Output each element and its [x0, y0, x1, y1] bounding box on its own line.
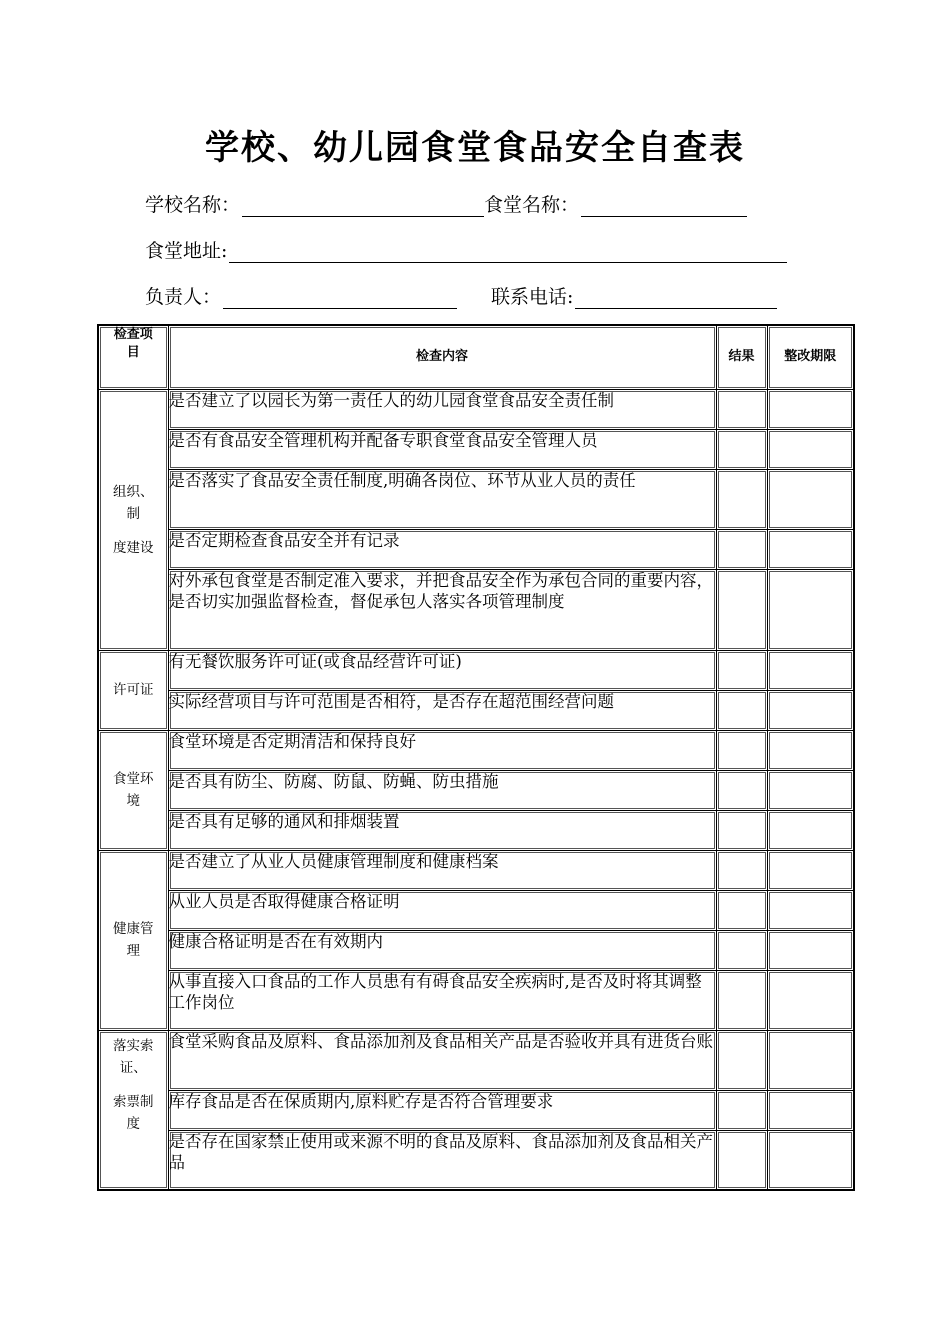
responsible-label: 负责人：: [145, 286, 222, 308]
table-row: [98, 389, 854, 429]
canteen-address-label: 食堂地址:: [145, 240, 228, 262]
deadline-cell[interactable]: [767, 770, 854, 810]
phone-label: 联系电话:: [491, 286, 574, 308]
category-cell: 许可证: [98, 650, 168, 730]
deadline-cell[interactable]: [767, 690, 854, 730]
result-cell[interactable]: [716, 1130, 767, 1190]
address-row: [145, 236, 787, 263]
table-row: [98, 730, 854, 770]
check-item: 有无餐饮服务许可证(或食品经营许可证): [168, 650, 716, 690]
check-item: 是否具有防尘、防腐、防鼠、防蝇、防虫措施: [168, 770, 716, 810]
checklist-table: [97, 324, 855, 1191]
table-row: [98, 930, 854, 970]
check-item: 从事直接入口食品的工作人员患有有碍食品安全疾病时,是否及时将其调整工作岗位: [168, 970, 716, 1030]
result-cell[interactable]: [716, 810, 767, 850]
result-cell[interactable]: [716, 770, 767, 810]
result-cell[interactable]: [716, 429, 767, 469]
deadline-cell[interactable]: [767, 810, 854, 850]
deadline-cell[interactable]: [767, 1030, 854, 1090]
responsible-blank[interactable]: [223, 288, 457, 309]
deadline-cell[interactable]: [767, 389, 854, 429]
table-row: [98, 970, 854, 1030]
result-cell[interactable]: [716, 650, 767, 690]
result-cell[interactable]: [716, 1030, 767, 1090]
school-info-row: [145, 190, 747, 217]
deadline-cell[interactable]: [767, 970, 854, 1030]
deadline-cell[interactable]: [767, 469, 854, 529]
result-cell[interactable]: [716, 389, 767, 429]
result-cell[interactable]: [716, 890, 767, 930]
deadline-cell[interactable]: [767, 930, 854, 970]
school-name-label: 学校名称：: [145, 194, 241, 216]
result-cell[interactable]: [716, 690, 767, 730]
category-cell: 落实索 证、 索票制 度: [98, 1030, 168, 1190]
category-cell: 健康管 理: [98, 850, 168, 1030]
check-item: 是否落实了食品安全责任制度,明确各岗位、环节从业人员的责任: [168, 469, 716, 529]
check-item: 是否建立了以园长为第一责任人的幼儿园食堂食品安全责任制: [168, 389, 716, 429]
table-row: [98, 529, 854, 569]
header-result: 结果: [716, 325, 767, 389]
header-category: 检查项目: [98, 325, 168, 389]
deadline-cell[interactable]: [767, 1090, 854, 1130]
deadline-cell[interactable]: [767, 650, 854, 690]
header-deadline: 整改期限: [767, 325, 854, 389]
table-row: [98, 1090, 854, 1130]
table-row: [98, 1130, 854, 1190]
check-item: 库存食品是否在保质期内,原料贮存是否符合管理要求: [168, 1090, 716, 1130]
result-cell[interactable]: [716, 930, 767, 970]
table-row: [98, 850, 854, 890]
check-item: 从业人员是否取得健康合格证明: [168, 890, 716, 930]
check-item: 健康合格证明是否在有效期内: [168, 930, 716, 970]
check-item: 食堂环境是否定期清洁和保持良好: [168, 730, 716, 770]
category-cell: 组织、 制 度建设: [98, 389, 168, 650]
result-cell[interactable]: [716, 850, 767, 890]
table-header-row: [98, 325, 854, 389]
deadline-cell[interactable]: [767, 850, 854, 890]
result-cell[interactable]: [716, 970, 767, 1030]
phone-blank[interactable]: [575, 288, 777, 309]
table-row: [98, 810, 854, 850]
check-item: 是否建立了从业人员健康管理制度和健康档案: [168, 850, 716, 890]
deadline-cell[interactable]: [767, 569, 854, 650]
page-title: 学校、幼儿园食堂食品安全自查表: [205, 128, 745, 168]
check-item: 食堂采购食品及原料、食品添加剂及食品相关产品是否验收并具有进货台账: [168, 1030, 716, 1090]
canteen-address-blank[interactable]: [229, 242, 787, 263]
check-item: 是否存在国家禁止使用或来源不明的食品及原料、食品添加剂及食品相关产品: [168, 1130, 716, 1190]
check-item: 是否具有足够的通风和排烟装置: [168, 810, 716, 850]
table-row: [98, 770, 854, 810]
check-item: 实际经营项目与许可范围是否相符，是否存在超范围经营问题: [168, 690, 716, 730]
table-row: [98, 1030, 854, 1090]
table-row: [98, 690, 854, 730]
category-cell: 食堂环 境: [98, 730, 168, 850]
deadline-cell[interactable]: [767, 529, 854, 569]
table-row: [98, 569, 854, 650]
canteen-name-blank[interactable]: [581, 196, 747, 217]
result-cell[interactable]: [716, 529, 767, 569]
table-row: [98, 890, 854, 930]
table-row: [98, 650, 854, 690]
table-row: [98, 429, 854, 469]
result-cell[interactable]: [716, 730, 767, 770]
deadline-cell[interactable]: [767, 730, 854, 770]
result-cell[interactable]: [716, 469, 767, 529]
check-item: 是否定期检查食品安全并有记录: [168, 529, 716, 569]
check-item: 对外承包食堂是否制定准入要求，并把食品安全作为承包合同的重要内容，是否切实加强监督检查，督促承包人落实各项管理制度: [168, 569, 716, 650]
canteen-name-label: 食堂名称：: [484, 194, 580, 216]
result-cell[interactable]: [716, 569, 767, 650]
result-cell[interactable]: [716, 1090, 767, 1130]
school-name-blank[interactable]: [242, 196, 484, 217]
table-row: [98, 469, 854, 529]
deadline-cell[interactable]: [767, 429, 854, 469]
check-item: 是否有食品安全管理机构并配备专职食堂食品安全管理人员: [168, 429, 716, 469]
deadline-cell[interactable]: [767, 1130, 854, 1190]
header-content: 检查内容: [168, 325, 716, 389]
deadline-cell[interactable]: [767, 890, 854, 930]
contact-row: [145, 282, 777, 309]
